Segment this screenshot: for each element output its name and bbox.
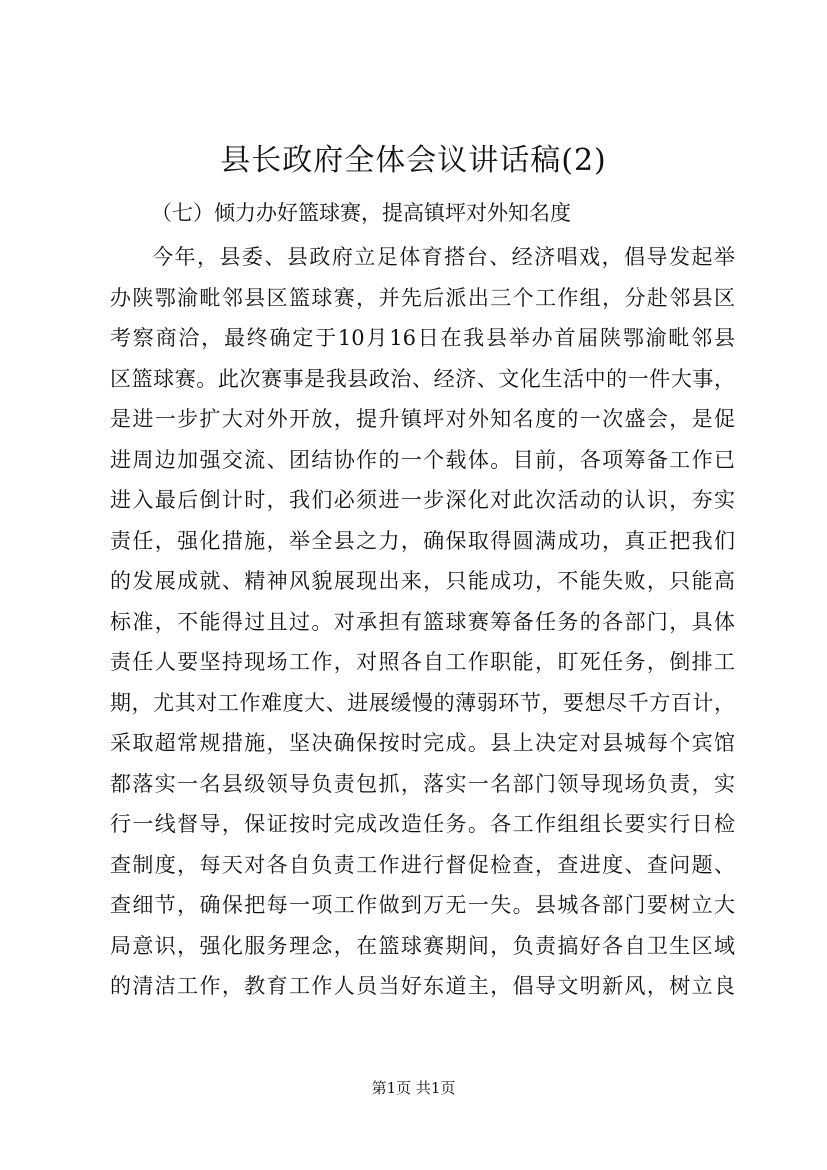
page-footer: 第1页 共1页 (371, 1079, 456, 1097)
body-line: 进周边加强交流、团结协作的一个载体。目前，各项筹备工作已 (110, 447, 735, 472)
body-line: 区篮球赛。此次赛事是我县政治、经济、文化生活中的一件大事， (110, 366, 735, 391)
body-line: 今年，县委、县政府立足体育搭台、经济唱戏，倡导发起举 (152, 245, 735, 269)
body-line: 的发展成就、精神风貌展现出来，只能成功，不能失败，只能高 (110, 569, 735, 593)
body-line: 标准，不能得过且过。对承担有篮球赛筹备任务的各部门，具体 (110, 609, 735, 634)
body-line: 办陕鄂渝毗邻县区篮球赛，并先后派出三个工作组，分赴邻县区 (110, 285, 735, 310)
body-line: 责任人要坚持现场工作，对照各自工作职能，盯死任务，倒排工 (110, 650, 735, 674)
document-title: 县长政府全体会议讲话稿(2) (220, 143, 607, 178)
body-line: 期，尤其对工作难度大、进展缓慢的薄弱环节，要想尽千方百计， (110, 690, 735, 715)
section-heading: （七）倾力办好篮球赛，提高镇坪对外知名度 (151, 201, 571, 225)
body-line: 行一线督导，保证按时完成改造任务。各工作组组长要实行日检 (110, 812, 735, 836)
body-line: 进入最后倒计时，我们必须进一步深化对此次活动的认识，夯实 (110, 488, 735, 512)
body-line: 采取超常规措施，坚决确保按时完成。县上决定对县城每个宾馆 (110, 731, 735, 755)
body-line: 考察商洽，最终确定于10月16日在我县举办首届陕鄂渝毗邻县 (110, 326, 735, 350)
body-line: 责任，强化措施，举全县之力，确保取得圆满成功，真正把我们 (110, 528, 735, 553)
body-line: 局意识，强化服务理念，在篮球赛期间，负责搞好各自卫生区域 (110, 933, 735, 958)
body-line: 的清洁工作，教育工作人员当好东道主，倡导文明新风，树立良 (110, 974, 735, 998)
body-line: 查制度，每天对各自负责工作进行督促检查，查进度、查问题、 (110, 852, 735, 877)
body-line: 是进一步扩大对外开放，提升镇坪对外知名度的一次盛会，是促 (110, 407, 735, 431)
body-line: 查细节，确保把每一项工作做到万无一失。县城各部门要树立大 (110, 893, 735, 917)
body-text (110, 237, 735, 1007)
body-line: 都落实一名县级领导负责包抓，落实一名部门领导现场负责，实 (110, 771, 735, 796)
